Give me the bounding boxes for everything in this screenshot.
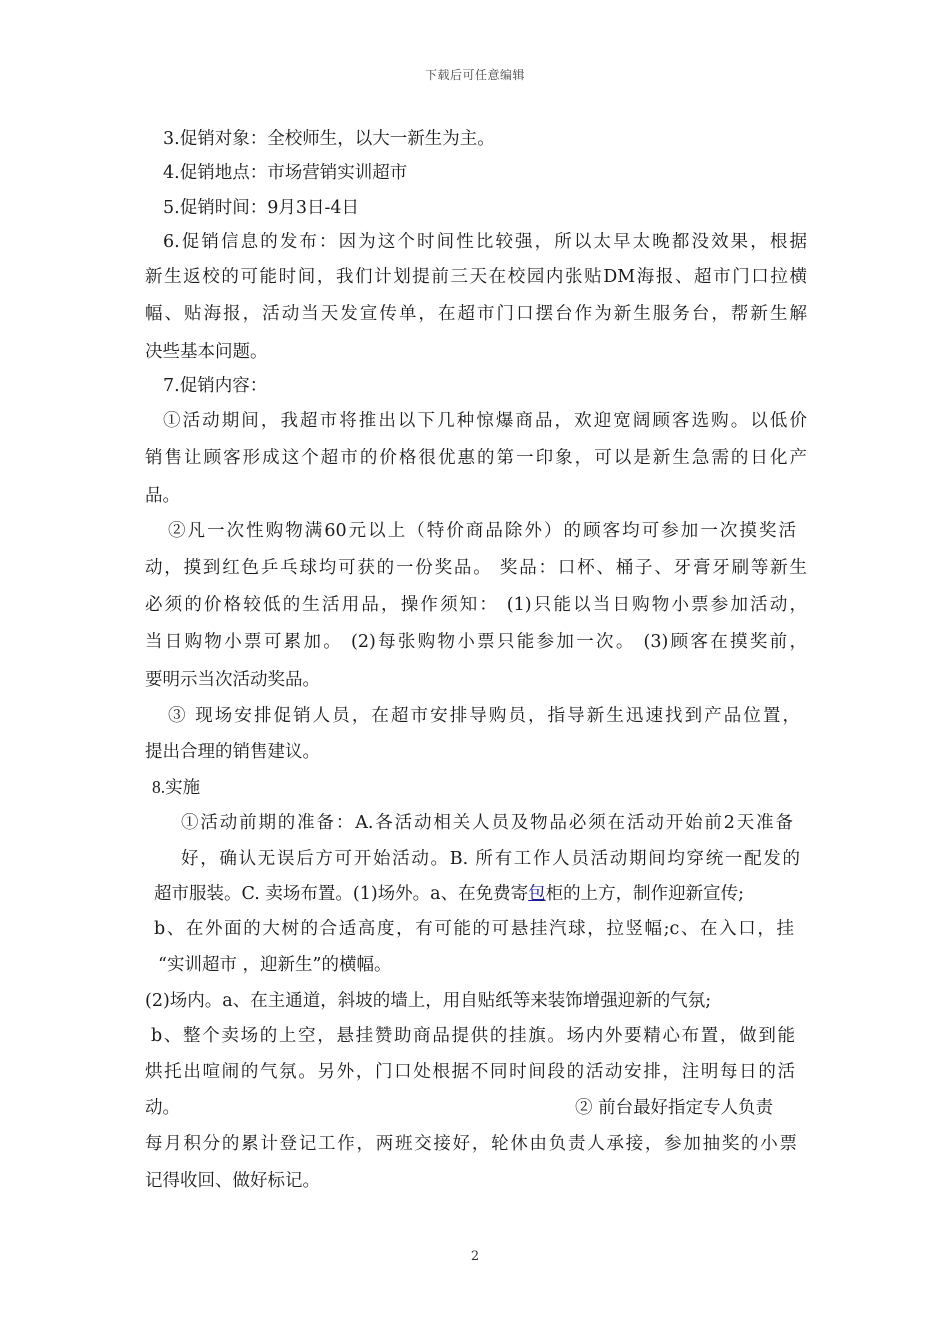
text-line: 4.促销地点：市场营销实训超市 [163,163,408,183]
text-line: 记得收回、做好标记。 [145,1171,320,1191]
text-line: ②凡一次性购物满60元以上（特价商品除外）的顾客均可参加一次摸奖活 [168,521,796,541]
text-line: 7.促销内容： [163,376,268,396]
text-segment: 超市服装。C. 卖场布置。(1)场外。a、在免费寄 [154,884,529,904]
text-line: 决些基本问题。 [145,342,268,362]
text-line: 销售让顾客形成这个超市的价格很优惠的第一印象，可以是新生急需的日化产 [145,448,807,468]
text-line: “实训超市 ，迎新生”的横幅。 [158,955,392,975]
underlined-text: 包 [528,884,546,904]
text-line: 动。 [145,1098,180,1118]
text-line: 必须的价格较低的生活用品，操作须知： (1)只能以当日购物小票参加活动， [145,595,807,615]
text-segment: 柜的上方，制作迎新宣传; [545,884,745,904]
text-line: 每月积分的累计登记工作，两班交接好，轮休由负责人承接，参加抽奖的小票 [145,1134,797,1154]
text-line: b、整个卖场的上空，悬挂赞助商品提供的挂旗。场内外要精心布置，做到能 [151,1026,795,1046]
page-header: 下载后可任意编辑 [424,68,525,82]
text-line: 烘托出喧闹的气氛。另外，门口处根据不同时间段的活动安排，注明每日的活 [145,1062,795,1082]
text-line: 新生返校的可能时间，我们计划提前三天在校园内张贴DM海报、超市门口拉横 [145,267,807,287]
text-line: 当日购物小票可累加。 (2)每张购物小票只能参加一次。 (3)顾客在摸奖前， [145,632,807,652]
text-line: 幅、贴海报，活动当天发宣传单，在超市门口摆台作为新生服务台，帮新生解 [145,304,807,324]
text-line: 6.促销信息的发布：因为这个时间性比较强，所以太早太晚都没效果，根据 [163,232,807,252]
text-line: ③ 现场安排促销人员，在超市安排导购员，指导新生迅速找到产品位置， [168,706,800,726]
text-line: ①活动前期的准备：A.各活动相关人员及物品必须在活动开始前2天准备 [181,813,793,833]
text-line: 5.促销时间：9月3日-4日 [163,198,360,218]
text-line: (2)场内。a、在主通道，斜坡的墙上，用自贴纸等来装饰增强迎新的气氛; [145,991,712,1011]
text-line: 动，摸到红色乒乓球均可获的一份奖品。 奖品：口杯、桶子、牙膏牙刷等新生 [145,558,807,578]
page-number: 2 [470,1249,480,1264]
text-line: ② 前台最好指定专人负责 [575,1098,774,1118]
section-heading: 8.实施 [152,777,201,797]
text-line: 3.促销对象：全校师生，以大一新生为主。 [163,129,495,149]
text-line: 好，确认无误后方可开始活动。B. 所有工作人员活动期间均穿统一配发的 [181,849,800,869]
text-line [154,883,744,905]
text-line: 品。 [145,486,180,506]
text-line: 提出合理的销售建议。 [145,742,320,762]
text-line: b、在外面的大树的合适高度，有可能的可悬挂汽球，拉竖幅;c、在入口，挂 [154,919,794,939]
text-line: 要明示当次活动奖品。 [145,670,320,690]
text-line: ①活动期间，我超市将推出以下几种惊爆商品，欢迎宽阔顾客选购。以低价 [163,411,807,431]
